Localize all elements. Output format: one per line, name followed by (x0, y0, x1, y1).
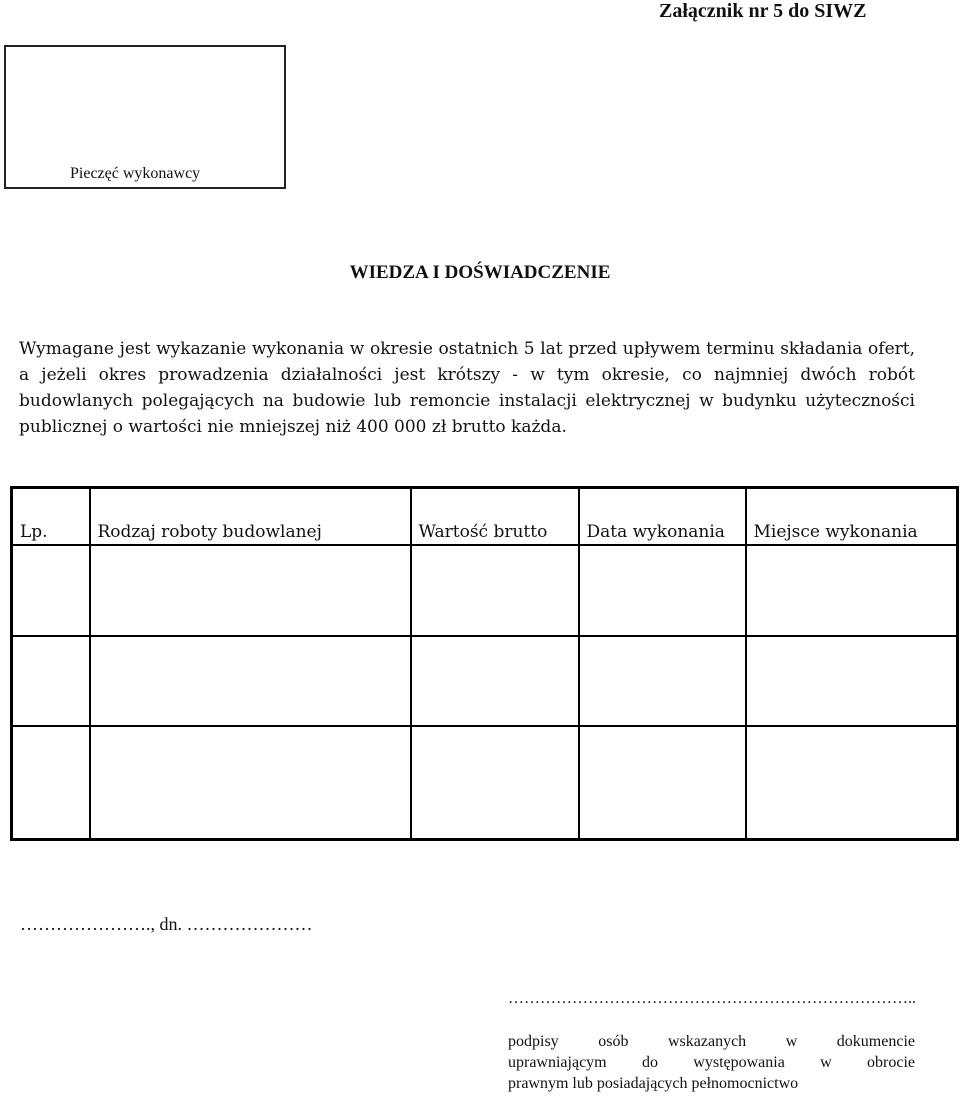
signature-caption (508, 1031, 915, 1094)
cell-location[interactable] (746, 545, 958, 636)
place-and-date: …………………., dn. ………………… (20, 914, 313, 934)
contractor-stamp-box (4, 45, 286, 189)
cell-lp[interactable] (12, 545, 90, 636)
table-row (12, 545, 958, 636)
signature-caption-line: prawnym lub posiadających pełnomocnictwo (508, 1075, 799, 1092)
cell-work-type[interactable] (90, 726, 411, 839)
cell-work-type[interactable] (90, 636, 411, 727)
stamp-label: Pieczęć wykonawcy (70, 165, 201, 182)
cell-completion-date[interactable] (579, 636, 746, 727)
signature-caption-line: uprawniającym do występowania w obrocie (508, 1054, 915, 1071)
cell-lp[interactable] (12, 636, 90, 727)
header-work-type: Rodzaj roboty budowlanej (90, 488, 411, 546)
cell-completion-date[interactable] (579, 545, 746, 636)
cell-location[interactable] (746, 636, 958, 727)
table-row (12, 636, 958, 727)
header-completion-date: Data wykonania (579, 488, 746, 546)
signature-line: ………………………………………………………………….. (508, 990, 916, 1007)
header-gross-value: Wartość brutto (411, 488, 579, 546)
requirements-paragraph: Wymagane jest wykazanie wykonania w okresie ostatnich 5 lat przed upływem terminu składania ofert, a jeżeli okres prowadzenia działalności jest krótszy - w tym okresie, co najmniej dwóch robót budowlanych polegających na budowie lub remoncie instalacji elektrycznej w budynku użyteczności publicznej o wartości nie mniejszej niż 400 000 zł brutto każda. (19, 339, 915, 437)
works-table (10, 486, 959, 841)
cell-gross-value[interactable] (411, 726, 579, 839)
table-row (12, 726, 958, 839)
cell-work-type[interactable] (90, 545, 411, 636)
annex-title: Załącznik nr 5 do SIWZ (659, 0, 867, 22)
cell-lp[interactable] (12, 726, 90, 839)
header-location: Miejsce wykonania (746, 488, 958, 546)
header-lp: Lp. (12, 488, 90, 546)
cell-gross-value[interactable] (411, 545, 579, 636)
cell-completion-date[interactable] (579, 726, 746, 839)
cell-gross-value[interactable] (411, 636, 579, 727)
table-header-row (12, 488, 958, 546)
cell-location[interactable] (746, 726, 958, 839)
signature-caption-line: podpisy osób wskazanych w dokumencie (508, 1033, 915, 1050)
document-heading: WIEDZA I DOŚWIADCZENIE (349, 262, 611, 283)
